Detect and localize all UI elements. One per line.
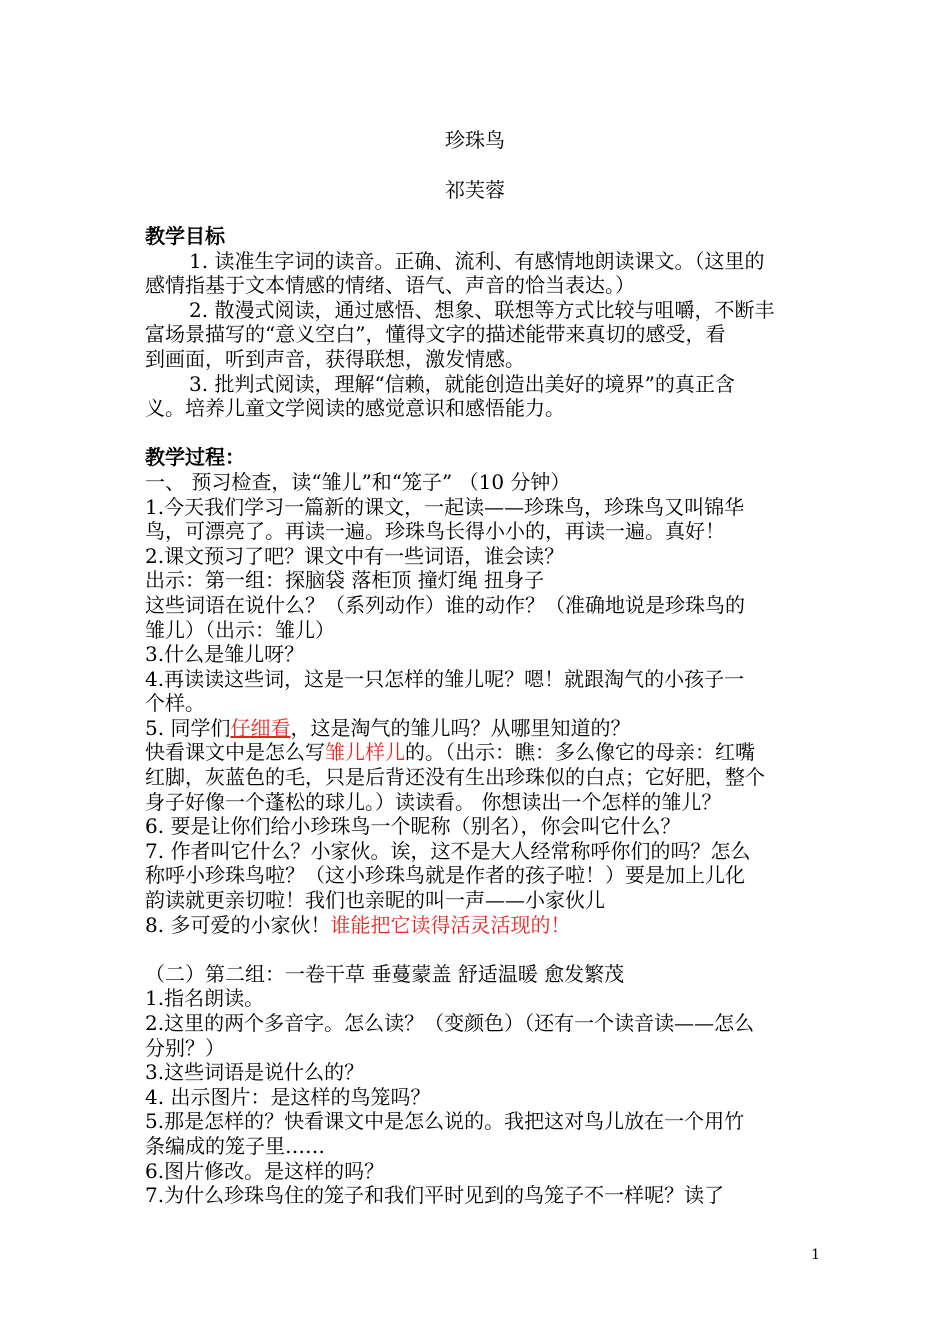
- paragraph-line: 7.为什么珍珠鸟住的笼子和我们平时见到的鸟笼子不一样呢？读了: [145, 1183, 725, 1208]
- paragraph-line: 出示：第一组：探脑袋 落柜顶 撞灯绳 扭身子: [145, 568, 545, 593]
- text-run: ，这是淘气的雏儿吗？从哪里知道的？: [290, 715, 631, 740]
- text-run: 的。（出示：瞧：多么像它的母亲：红嘴: [405, 740, 755, 765]
- paragraph-line: 条编成的笼子里……: [145, 1133, 325, 1158]
- subsection-heading: （二）第二组：一卷干草 垂蔓蒙盖 舒适温暖 愈发繁茂: [145, 961, 625, 986]
- document-author: 祁芙蓉: [445, 178, 505, 202]
- paragraph-line: 义。培养儿童文学阅读的感觉意识和感悟能力。: [145, 396, 565, 421]
- paragraph-line: 6.图片修改。是这样的吗？: [145, 1158, 385, 1183]
- blank-line: [145, 937, 813, 962]
- paragraph-line: 红脚，灰蓝色的毛，只是后背还没有生出珍珠似的白点；它好肥，整个: [145, 765, 765, 790]
- paragraph-line: [145, 740, 813, 765]
- paragraph-line: 2.课文预习了吧？课文中有一些词语，谁会读？: [145, 543, 565, 568]
- paragraph-line: 4.再读读这些词，这是一只怎样的雏儿呢？嗯！就跟淘气的小孩子一: [145, 666, 745, 691]
- paragraph-line: [145, 716, 813, 741]
- page-number: 1: [811, 1247, 820, 1263]
- document-title: 珍珠鸟: [445, 128, 505, 152]
- text-run: 快看课文中是怎么写: [145, 740, 325, 765]
- paragraph-line: 3.什么是雏儿呀？: [145, 642, 305, 667]
- paragraph-line: 称呼小珍珠鸟啦？（这小珍珠鸟就是作者的孩子啦！）要是加上儿化: [145, 863, 745, 888]
- section-heading-goals: 教学目标: [145, 224, 225, 248]
- paragraph-line: 3. 批判式阅读，理解“信赖，就能创造出美好的境界”的真正含: [189, 371, 735, 396]
- paragraph-line: 韵读就更亲切啦！我们也亲昵的叫一声——小家伙儿: [145, 888, 605, 913]
- paragraph-line: 6. 要是让你们给小珍珠鸟一个昵称（别名），你会叫它什么？: [145, 814, 681, 839]
- paragraph-line: 2. 散漫式阅读，通过感悟、想象、联想等方式比较与咀嚼，不断丰: [189, 297, 775, 322]
- paragraph-line: 身子好像一个蓬松的球儿。）读读看。 你想读出一个怎样的雏儿？: [145, 789, 722, 814]
- paragraph-line: 3.这些词语是说什么的？: [145, 1060, 365, 1085]
- paragraph-line: 7. 作者叫它什么？小家伙。诶，这不是大人经常称呼你们的吗？怎么: [145, 838, 751, 863]
- paragraph-line: 到画面，听到声音，获得联想，激发情感。: [145, 346, 525, 371]
- highlighted-text: 谁能把它读得活灵活现的！: [330, 912, 571, 937]
- paragraph-line: 感情指基于文本情感的情绪、语气、声音的恰当表达。）: [145, 273, 635, 298]
- paragraph-line: 4. 出示图片：是这样的鸟笼吗？: [145, 1084, 431, 1109]
- highlighted-text: 仔细看: [230, 715, 291, 740]
- section-heading-process: 教学过程：: [145, 445, 245, 470]
- paragraph-line: 分别？）: [145, 1035, 225, 1060]
- paragraph-line: 这些词语在说什么？（系列动作）谁的动作？（准确地说是珍珠鸟的: [145, 592, 745, 617]
- paragraph-line: [145, 913, 813, 938]
- paragraph-line: 1. 读准生字词的读音。正确、流利、有感情地朗读课文。（这里的: [189, 248, 765, 273]
- document-body: [145, 224, 813, 1208]
- paragraph-line: 个样。: [145, 691, 205, 716]
- paragraph-line: 富场景描写的“意义空白”，懂得文字的描述能带来真切的感受，看: [145, 322, 726, 347]
- text-run: 8. 多可爱的小家伙！: [145, 912, 331, 937]
- paragraph-line: 1.指名朗读。: [145, 986, 265, 1011]
- highlighted-text: 雏儿样儿: [325, 740, 405, 765]
- paragraph-line: 雏儿）（出示：雏儿）: [145, 617, 335, 642]
- subsection-heading: 一、 预习检查，读“雏儿”和“笼子” （10 分钟）: [145, 469, 571, 494]
- paragraph-line: 鸟，可漂亮了。再读一遍。珍珠鸟长得小小的，再读一遍。真好！: [145, 519, 725, 544]
- paragraph-line: 1.今天我们学习一篇新的课文，一起读——珍珠鸟，珍珠鸟又叫锦华: [145, 494, 745, 519]
- paragraph-line: 2.这里的两个多音字。怎么读？（变颜色）（还有一个读音读——怎么: [145, 1011, 755, 1035]
- text-run: 5. 同学们: [145, 715, 231, 740]
- blank-line: [145, 421, 813, 446]
- paragraph-line: 5.那是怎样的？快看课文中是怎么说的。我把这对鸟儿放在一个用竹: [145, 1109, 745, 1134]
